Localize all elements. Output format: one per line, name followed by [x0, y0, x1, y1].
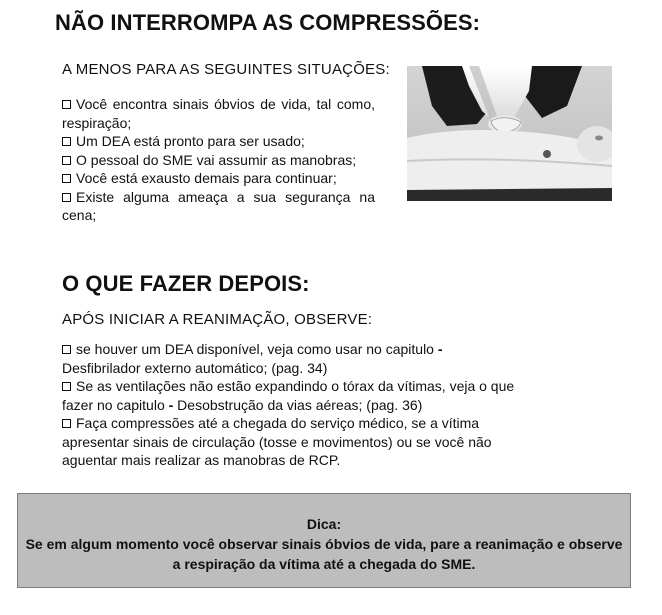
checkbox-icon: [62, 419, 71, 428]
list-item: Um DEA está pronto para ser usado;: [62, 132, 375, 151]
section-subtitle-observe: APÓS INICIAR A REANIMAÇÃO, OBSERVE:: [62, 311, 373, 328]
cpr-illustration-icon: [407, 66, 612, 201]
tip-box: [17, 493, 631, 588]
section-title-what-next: O QUE FAZER DEPOIS:: [62, 271, 310, 296]
tip-text-line-2: a respiração da vítima até a chegada do SME.: [172, 556, 476, 572]
list-item: Você encontra sinais óbvios de vida, tal como, respiração;: [62, 96, 375, 131]
checkbox-icon: [62, 382, 71, 391]
checkbox-icon: [62, 137, 71, 146]
checkbox-icon: [62, 193, 71, 202]
list-item: Faça compressões até a chegada do serviço médico, se a vítima apresentar sinais de circulação (tosse e movimentos) ou se você não aguentar mais realizar as manobras de RCP.: [62, 415, 492, 468]
section-subtitle-exceptions: A MENOS PARA AS SEGUINTES SITUAÇÕES:: [62, 61, 390, 78]
list-item: Existe alguma ameaça a sua segurança na cena;: [62, 188, 375, 223]
list-item: O pessoal do SME vai assumir as manobras;: [62, 151, 375, 170]
list-item: Você está exausto demais para continuar;: [62, 169, 375, 188]
checkbox-icon: [62, 174, 71, 183]
tip-text-line-1: Se em algum momento você observar sinais óbvios de vida, pare a reanimação e observe: [25, 536, 623, 552]
checkbox-icon: [62, 100, 71, 109]
list-item: Se as ventilações não estão expandindo o tórax da vítimas, veja o que fazer no capitulo - Desobstrução da vias aéreas; (pag. 36): [62, 378, 515, 413]
section-title-dont-stop: NÃO INTERROMPA AS COMPRESSÕES:: [55, 10, 481, 35]
checkbox-icon: [62, 345, 71, 354]
checkbox-icon: [62, 156, 71, 165]
cpr-photo: [407, 66, 612, 201]
observe-list: [62, 340, 542, 470]
exceptions-list: [62, 95, 375, 225]
tip-title: Dica:: [306, 516, 342, 532]
list-item: se houver um DEA disponível, veja como usar no capitulo - Desfibrilador externo automático; (pag. 34): [62, 341, 443, 376]
